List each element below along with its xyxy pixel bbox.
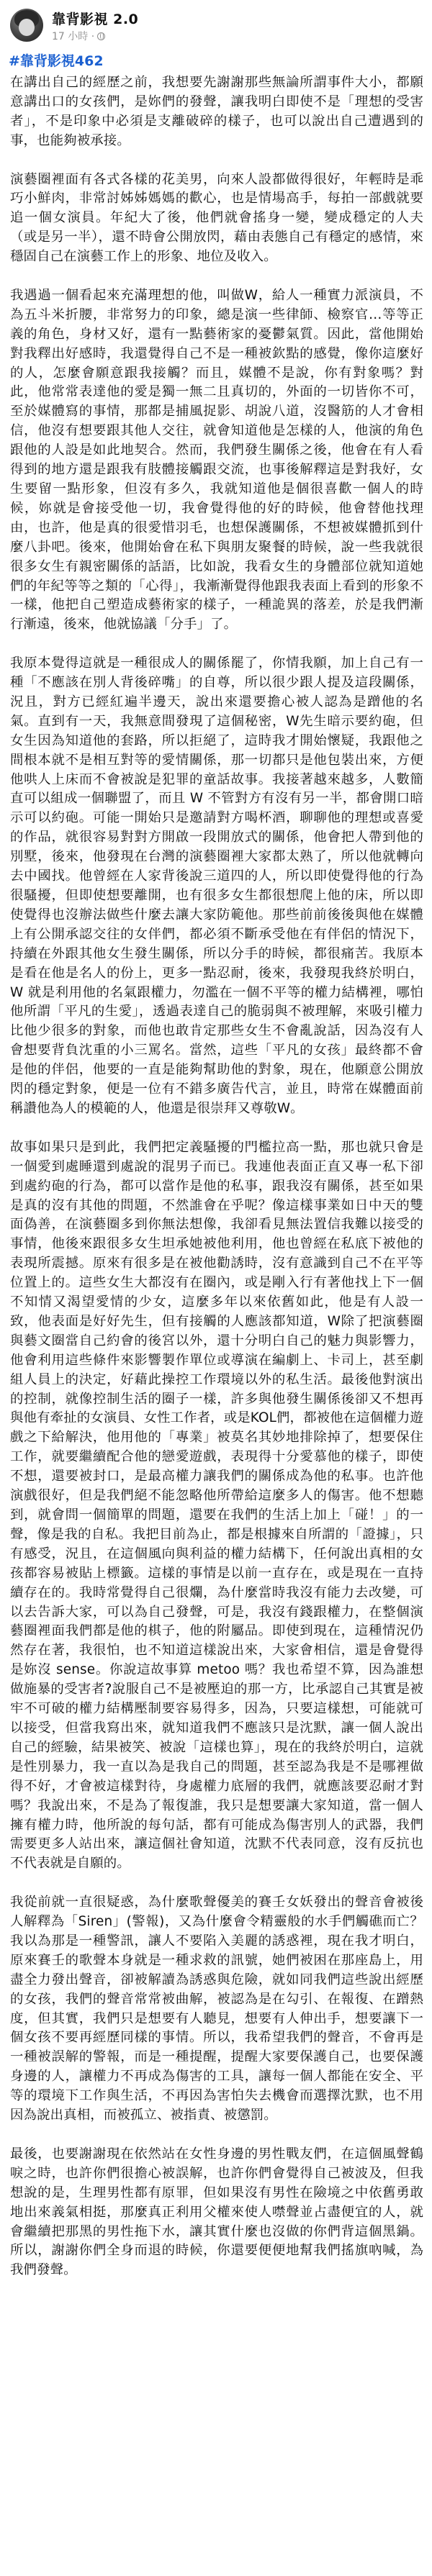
account-name[interactable]: 靠背影視 2.0 [52,12,139,27]
avatar-face [19,19,35,36]
hashtag-link[interactable]: #靠背影視462 [9,53,104,69]
post-paragraph: 在講出自己的經歷之前，我想要先謝謝那些無論所謂事件大小，都願意講出口的女孩們，是妳們的發聲，讓我明白即使不是「理想的受害者」，不是印象中必須是支離破碎的樣子，也可以說出自己遭遇到的事，也能夠被承接。 [10,75,423,148]
post-paragraph: 故事如果只是到此，我們把定義騷擾的門檻拉高一點，那也就只會是一個愛到處睡還到處說的混男子而已。我連他表面正直又專一私下卻到處約砲的行為，都可以當作是他的私事，跟我沒有關係，甚至如果是真的沒有其他的問題，不然誰會在乎呢？像這樣事業如日中天的雙面偽善，在演藝圈多到你無法想像，我卻看見無法置信我難以接受的事情，他後來跟很多女生坦承她被他利用，他也曾經在私底下被他的表現所震撼。原來有很多是在被他勸誘時，沒有意識到自己不在平等位置上的。這些女生大都沒有在圈內，或是剛入行有著他找上下一個不知情又渴望愛情的少女，這麼多年以來依舊如此，他是有人設一致，他表面是好好先生，但有接觸的人應該都知道，W除了把演藝圈與藝文圈當自己約會的後宮以外，還十分明白自己的魅力與影響力，他會利用這些條件來影響製作單位或導演在編劇上、卡司上，甚至劇組人員上的決定，好藉此操控工作環境以外的私生活。最後他對演出的控制，就像控制生活的圈子一樣，許多與他發生關係後卻又不想再與他有牽扯的女演員、女性工作者，或是KOL們，都被他在這個權力遊戲之下給解決，他用他的「專業」被莫名其妙地排除掉了，想要保住工作，就要繼續配合他的戀愛遊戲，表現得十分愛慕他的樣子，即使不想，還要被封口，是最高權力讓我們的關係成為他的私事。也許他演戲很好，但是我們絕不能忽略他所帶給這麼多人的傷害。他不想聽到，就會問一個簡單的問題，還要在我們的生活上加上「碰！」的一聲，像是我的自私。我把目前為止，都是根據來自所謂的「證據」，只有感受，況且，在這個風向與利益的權力結構下，任何說出真相的女孩都容易被貼上標籤。這樣的事情是以前一直存在，或是現在一直持續存在的。我時常覺得自己很爛，為什麼當時我沒有能力去改變，可以去告訴大家，可以為自己發聲，可是，我沒有錢跟權力，在整個演藝圈裡面我們都是他的棋子，他的附屬品。即使到現在，這種情況仍然存在著，我很怕，也不知道這樣說出來，大家會相信，還是會覺得是妳沒 sense。你說這故事算 metoo 嗎？我也希望不算，因為誰想做施暴的受害者?說服自己不是被壓迫的那一方，比承認自己其實是被牢不可破的權力結構壓制要容易得多，因為，只要這樣想，可能就可以接受，但當我寫出來，就知道我們不應該只是沈默，讓一個人說出自己的經驗，結果被笑、被說「這樣也算」，現在的我終於明白，這就是性別暴力，我一直以為是我自己的問題，甚至認為我是不是哪裡做得不好，才會被這樣對待，身處權力底層的我們，就應該要忍耐才對嗎？我說出來，不是為了報復誰，我只是想要讓大家知道，當一個人擁有權力時，他所說的每句話，都有可能成為傷害別人的武器，我們需要更多人站出來，讓這個社會知道，沈默不代表同意，沒有反抗也不代表就是自願的。 [10,1139,423,1872]
globe-icon [97,32,105,40]
post-time-text: 17 小時 · [52,31,95,42]
post-timestamp[interactable] [52,29,105,43]
post-paragraph: 演藝圈裡面有各式各樣的花美男，向來人設都做得很好，年輕時是乖巧小鮮肉，非常討姊姊媽媽的歡心，也是情場高手，每拍一部戲就要追一個女演員。年紀大了後，他們就會搖身一變，變成穩定的人夫（或是另一半），還不時會公開放閃，藉由表態自己有穩定的感情，來穩固自己在演藝工作上的形象、地位及收入。 [10,171,423,265]
post-paragraph: 最後，也要謝謝現在依然站在女性身邊的男性戰友們，在這個風聲鶴唳之時，也許你們很擔心被誤解，也許你們會覺得自己被波及，但我想說的是，生理男性都有原罪，但如果沒有男性在險境之中依舊勇敢地出來義氣相挺，那麼真正利用父權來使人噤聲並占盡便宜的人，就會繼續把那黑的男性拖下水，讓其實什麼也沒做的你們背這個黑鍋。所以，謝謝你們全身而退的時候，你還要便便地幫我們搖旗吶喊，為我們發聲。 [10,2146,423,2278]
page-avatar[interactable] [10,9,43,42]
post-paragraph: 我原本覺得這就是一種很成人的關係罷了，你情我願，加上自己有一種「不應該在別人背後碎嘴」的自尊，所以很少跟人提及這段關係，況且，對方已經紅遍半邊天，說出來還要擔心被人認為是蹭他的名氣。直到有一天，我無意間發現了這個秘密，W先生暗示要約砲，但女生因為知道他的套路，所以拒絕了，這時我才開始懷疑，我跟他之間根本就不是相互對等的愛情關係，那一切都只是他包裝出來，方便他哄人上床而不會被說是犯罪的童話故事。我接著越來越多，人數簡直可以組成一個聯盟了，而且 W 不管對方有沒有另一半，都會開口暗示可以約砲。可能一開始只是邀請對方喝杯酒，聊聊他的理想或喜愛的作品，就很容易對對方開啟一段開放式的關係，他會把人帶到他的別墅，後來，他發現在台灣的演藝圈裡大家都太熟了，所以他就轉向去中國找。他曾經在人家背後說三道四的人，所以即使覺得他的行為很騷擾，但即使想要離開，也有很多女生都很想爬上他的床，所以即使覺得也沒辦法做些什麼去讓大家防範他。那些前前後後與他在媒體上有公開承認交往的女伴們，都必須不斷承受他在有伴侶的情況下，持續在外跟其他女生發生關係，所以分手的時候，都很痛苦。我原本是看在他是名人的份上，更多一點忍耐，後來，我發現我終於明白，W 就是利用他的名氣跟權力，勿濫在一個不平等的權力結構裡，哪怕他所謂「平凡的生愛」，透過表達自己的脆弱與不被理解，來吸引權力比他少很多的對象，而他也敢肯定那些女生不會亂說話，因為沒有人會想要背負沈重的小三罵名。當然，這些「平凡的女孩」最終都不會是他的伴侶，他要的一直是能夠幫助他的對象，現在，他願意公開放閃的穩定對象，便是一位有不錯多廣告代言，並且，時常在媒體面前稱讚他為人的模範的人，他還是很崇拜又尊敬W。 [10,656,423,1116]
post-paragraph: 我從前就一直很疑惑，為什麼歌聲優美的賽壬女妖發出的聲音會被後人解釋為「Siren」(警報)，又為什麼會令精靈般的水手們觸礁而亡？我以為那是一種警訊，讓人不要陷入美麗的誘惑裡，現在我才明白，原來賽壬的歌聲本身就是一種求救的訊號，她們被困在那座島上，用盡全力發出聲音，卻被解讀為誘惑與危險，就如同我們這些說出經歷的女孩，我們的聲音常常被曲解，被認為是在勾引、在報復、在蹭熱度，但其實，我們只是想要有人聽見，想要有人伸出手，想要讓下一個女孩不要再經歷同樣的事情。所以，我希望我們的聲音，不會再是一種被誤解的警報，而是一種提醒，提醒大家要保護自己，也要保護身邊的人，讓權力不再成為傷害的工具，讓每一個人都能在安全、平等的環境下工作與生活，不再因為害怕失去機會而選擇沈默，也不用因為說出真相，而被孤立、被指責、被懲罰。 [10,1895,423,2123]
post-paragraph: 我遇過一個看起來充滿理想的他，叫做W，給人一種實力派演員，不為五斗米折腰，非常努力的印象，總是演一些律師、檢察官…等等正義的角色，身材又好，還有一點藝術家的憂鬱氣質。因此，當他開始對我釋出好感時，我還覺得自己不是一種被欽點的感覺，像你這麼好的人，怎麼會願意跟我接觸？而且，媒體不是說，你有對象嗎？對此，他常常表達他的愛是獨一無二且真切的，外面的一切皆你不可，至於媒體寫的事情，那都是捕風捉影、胡說八道，沒醫筋的人才會相信，他沒有想要跟其他人交往，就會知道他是怎樣的人，他演的角色跟他的人設是如此地契合。然而，我們發生關係之後，他會在有人看得到的地方還是跟我有肢體接觸跟交流，也事後解釋這是對我好，女生要留一點形象，但沒有多久，我就知道他是個很喜歡一個人的時候，妳就是會接受他一切，我會覺得他的好的時候，他會替他找理由，也許，他是真的很愛惜羽毛，也想保護關係，不想被媒體抓到什麼八卦吧。後來，他開始會在私下與朋友聚餐的時候，說一些我就很很多女生有親密關係的話語，比如說，我看女生的身體部位就知道她們的年紀等等之類的「心得」，我漸漸覺得他跟我表面上看到的形象不一樣，他把自己塑造成藝術家的樣子，一種詭異的落差，於是我們漸行漸遠，後來，他就協議「分手」了。 [10,287,423,632]
post-header [0,0,432,69]
post-body [0,66,432,2280]
